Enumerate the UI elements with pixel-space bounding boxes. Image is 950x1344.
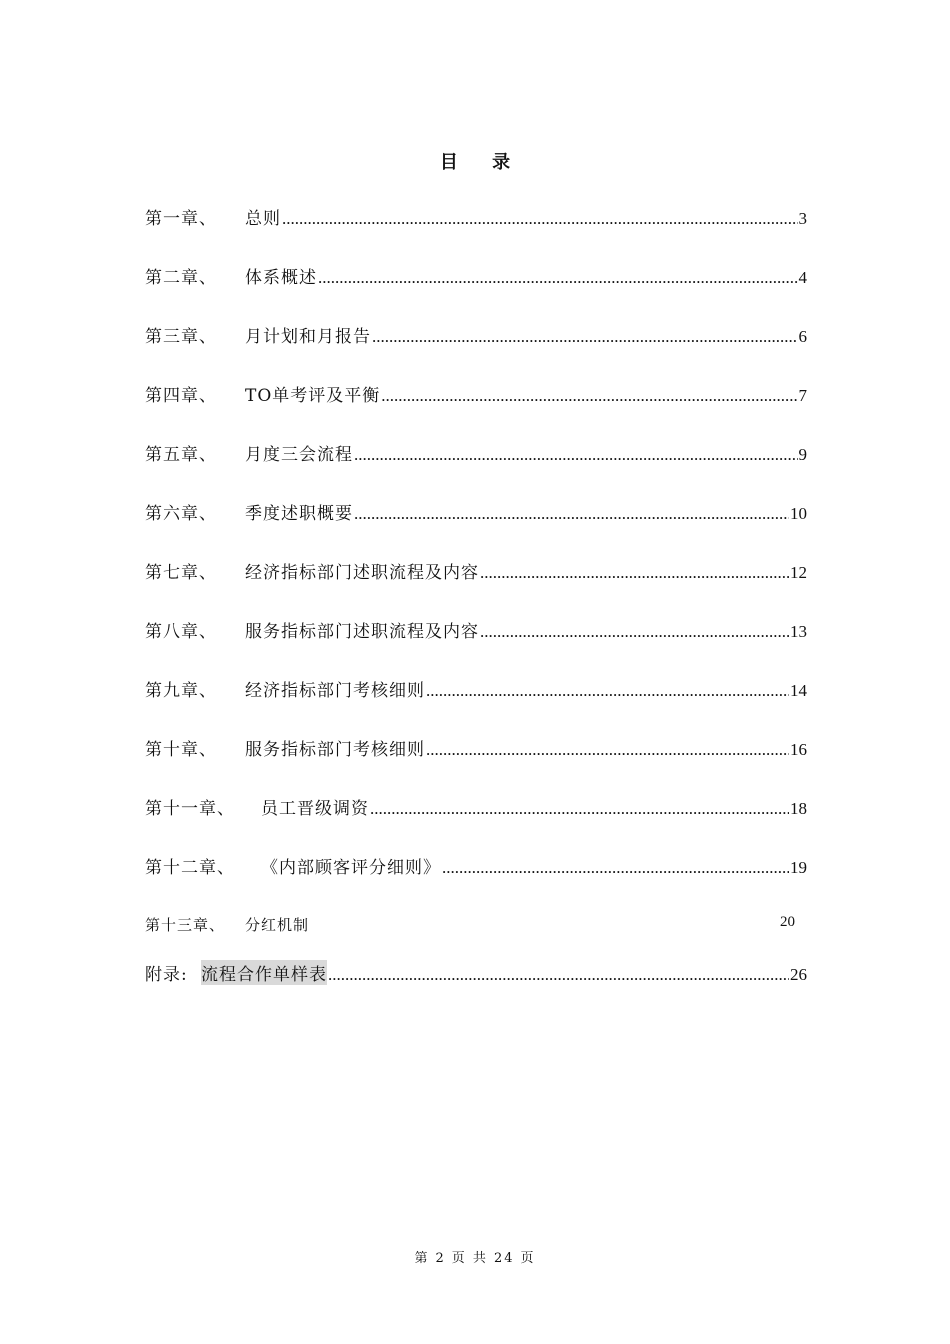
toc-page-number: 18 [790,799,807,818]
toc-chapter-label: 第六章、 [145,504,217,524]
toc-page-number: 3 [798,209,807,228]
toc-chapter-label: 第八章、 [145,622,217,642]
toc-entry-title: 体系概述 [245,268,317,288]
toc-page-number: 16 [790,740,807,759]
toc-entry-title: 总则 [245,209,281,229]
toc-chapter-label: 第五章、 [145,445,217,465]
page-footer [0,1247,950,1266]
toc-page-number: 7 [798,386,807,405]
toc-dot-leader [354,504,789,524]
toc-chapter-label: 附录: [145,965,188,985]
toc-chapter-label: 第十二章、 [145,858,235,878]
toc-entry[interactable] [145,914,807,942]
toc-chapter-label: 第九章、 [145,681,217,701]
toc-chapter-label: 第三章、 [145,327,217,347]
toc-chapter-label: 第一章、 [145,209,217,229]
toc-entry[interactable] [145,558,807,586]
toc-dot-leader [328,965,789,985]
toc-entry-title: TO单考评及平衡 [245,386,381,406]
toc-page-number: 14 [790,681,807,700]
toc-entry-title: 《内部顾客评分细则》 [261,858,441,878]
toc-chapter-label: 第十三章、 [145,916,226,934]
toc-page-number: 19 [790,858,807,877]
toc-page-number: 4 [798,268,807,287]
toc-dot-leader [426,681,789,701]
toc-dot-leader [318,268,798,288]
toc-entry-title: 分红机制 [245,916,310,934]
toc-entry-title: 流程合作单样表 [201,960,327,985]
toc-dot-leader [480,622,789,642]
toc-entry[interactable] [145,676,807,704]
toc-chapter-label: 第四章、 [145,386,217,406]
toc-entry-title: 季度述职概要 [245,504,353,524]
toc-entry-title: 员工晋级调资 [261,799,369,819]
toc-dot-leader [282,209,798,229]
toc-page-number: 9 [798,445,807,464]
toc-entry[interactable] [145,499,807,527]
toc-chapter-label: 第十一章、 [145,799,235,819]
toc-chapter-label: 第十章、 [145,740,217,760]
toc-dot-leader [372,327,798,347]
toc-entry-title: 月度三会流程 [245,445,353,465]
toc-chapter-label: 第七章、 [145,563,217,583]
toc-entry-title: 月计划和月报告 [245,327,371,347]
toc-entry[interactable] [145,440,807,468]
toc-entry-title: 服务指标部门述职流程及内容 [245,622,479,642]
toc-entry-title: 经济指标部门述职流程及内容 [245,563,479,583]
footer-mid: 页 共 [451,1251,488,1266]
toc-dot-leader [426,740,789,760]
toc-page-number: 10 [790,504,807,523]
toc-page-number: 13 [790,622,807,641]
footer-prefix: 第 [414,1251,430,1266]
footer-suffix: 页 [520,1251,536,1266]
toc-entry-title: 经济指标部门考核细则 [245,681,425,701]
toc-chapter-label: 第二章、 [145,268,217,288]
toc-dot-leader [442,858,789,878]
toc-entry[interactable] [145,322,807,350]
toc-dot-leader [480,563,789,583]
toc-title: 目 录 [439,152,525,173]
toc-dot-leader [381,386,797,406]
toc-entry[interactable] [145,735,807,763]
toc-entry-title: 服务指标部门考核细则 [245,740,425,760]
toc-page-number: 12 [790,563,807,582]
toc-page-number: 20 [780,914,795,930]
toc-dot-leader [370,799,789,819]
toc-page-number: 6 [798,327,807,346]
toc-page-number: 26 [790,965,807,984]
toc-entry[interactable] [145,204,807,232]
toc-entry[interactable] [145,263,807,291]
toc-dot-leader [354,445,798,465]
footer-total-pages: 24 [493,1251,515,1266]
toc-entry[interactable] [145,960,807,988]
toc-entry[interactable] [145,617,807,645]
toc-entry[interactable] [145,381,807,409]
footer-current-page: 2 [435,1251,446,1266]
toc-entry[interactable] [145,853,807,881]
toc-entry[interactable] [145,794,807,822]
